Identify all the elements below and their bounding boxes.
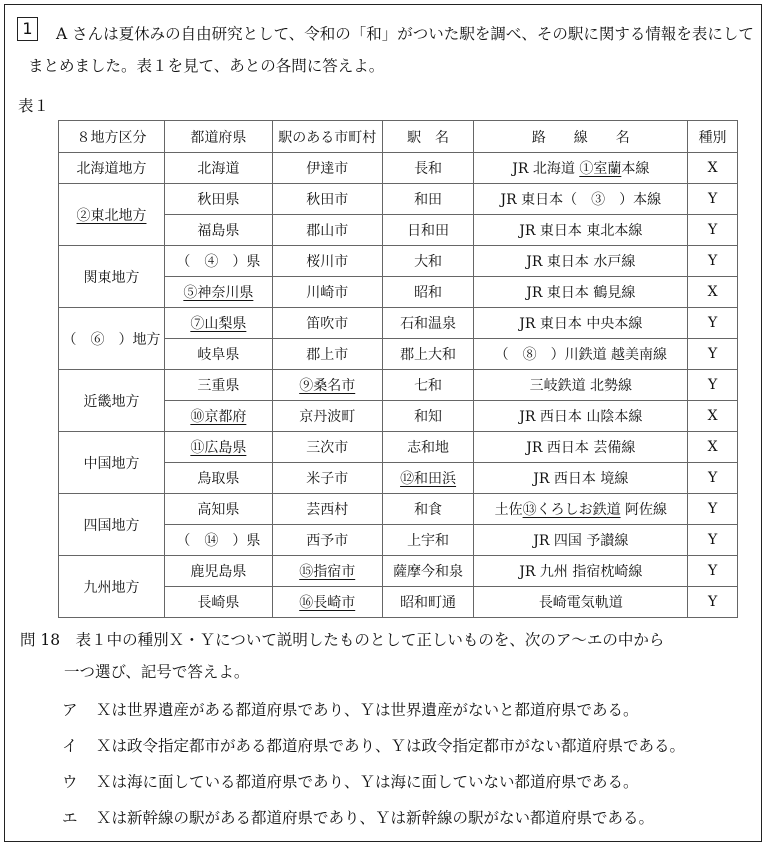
municipality-cell: [272, 153, 382, 184]
type: Y: [707, 191, 718, 207]
question-18: [20, 624, 664, 688]
table-row: [59, 308, 738, 339]
header-line: 路 線 名: [474, 121, 688, 153]
station-name-cell: [382, 525, 474, 556]
type-cell: [688, 277, 738, 308]
prefecture: 岐阜県: [197, 347, 240, 363]
type: Y: [707, 594, 718, 610]
type: Y: [707, 501, 718, 517]
prefecture-cell: [164, 215, 272, 246]
question-18-stem: 表１中の種別Ｘ・Ｙについて説明したものとして正しいものを、次のア～エの中から: [75, 631, 665, 649]
prefecture-cell: [164, 153, 272, 184]
type: Y: [707, 346, 718, 362]
prefecture-cell: [164, 246, 272, 277]
station-name: 大和: [414, 254, 443, 270]
line-name-pre: JR 四国 予讃線: [533, 533, 629, 549]
municipality: 伊達市: [306, 161, 349, 177]
line-cell: [474, 153, 688, 184]
type-cell: [688, 463, 738, 494]
prefecture-cell: [164, 494, 272, 525]
region-name: 近畿地方: [83, 393, 140, 410]
line-cell: [474, 432, 688, 463]
line-name-pre: JR 西日本 境線: [533, 471, 629, 487]
line-cell: [474, 184, 688, 215]
prefecture: （ ⑭ ）県: [176, 533, 261, 549]
line-name-pre: JR 西日本 山陰本線: [519, 409, 643, 425]
prefecture-cell: [164, 556, 272, 587]
line-cell: [474, 339, 688, 370]
option-u[interactable]: ウ Ｘは海に面している都道府県であり、Ｙは海に面していない都道府県である。: [62, 773, 639, 791]
type-cell: [688, 556, 738, 587]
question-18-label: 問 18: [20, 631, 61, 649]
type: Y: [707, 315, 718, 331]
header-municipality: 駅のある市町村: [272, 121, 382, 153]
municipality-cell: [272, 370, 382, 401]
station-name-cell: [382, 246, 474, 277]
municipality-cell: [272, 432, 382, 463]
station-name-cell: [382, 401, 474, 432]
station-name: 薩摩今和泉: [393, 564, 464, 580]
table-header-row: [59, 121, 738, 153]
table-row: [59, 246, 738, 277]
type-cell: [688, 153, 738, 184]
type-cell: [688, 432, 738, 463]
prefecture: 三重県: [197, 378, 240, 394]
region-cell: [59, 153, 165, 184]
municipality: 芸西村: [306, 502, 349, 518]
type: X: [707, 284, 718, 300]
line-cell: [474, 215, 688, 246]
station-name: 和田: [414, 192, 443, 208]
line-name-pre: JR 東日本（ ③ ）本線: [500, 192, 662, 208]
station-name: 昭和町通: [400, 595, 457, 611]
municipality: ⑯長崎市: [299, 595, 356, 611]
region-name: 九州地方: [83, 579, 140, 596]
station-name-cell: [382, 277, 474, 308]
region-cell: [59, 308, 165, 370]
line-name-underlined: ①室蘭: [579, 161, 622, 177]
line-cell: [474, 370, 688, 401]
prefecture: ⑤神奈川県: [183, 285, 254, 301]
type-cell: [688, 525, 738, 556]
municipality: 笛吹市: [306, 316, 349, 332]
municipality: 西予市: [306, 533, 349, 549]
type-cell: [688, 246, 738, 277]
line-cell: [474, 556, 688, 587]
station-name-cell: [382, 463, 474, 494]
station-name: 志和地: [407, 440, 450, 456]
region-cell: [59, 246, 165, 308]
type-cell: [688, 339, 738, 370]
station-name: 日和田: [407, 223, 450, 239]
municipality: ⑨桑名市: [299, 378, 356, 394]
line-name-pre: （ ⑧ ）川鉄道 越美南線: [494, 347, 668, 363]
region-name: 四国地方: [83, 517, 140, 534]
region-name: 北海道地方: [76, 161, 147, 177]
prefecture: 高知県: [197, 502, 240, 518]
station-name-cell: [382, 215, 474, 246]
prefecture-cell: [164, 432, 272, 463]
type-cell: [688, 494, 738, 525]
line-cell: [474, 494, 688, 525]
type: Y: [707, 253, 718, 269]
type: Y: [707, 222, 718, 238]
municipality-cell: [272, 184, 382, 215]
municipality: 三次市: [306, 440, 349, 456]
region-name: 中国地方: [83, 455, 140, 472]
type: Y: [707, 377, 718, 393]
municipality-cell: [272, 463, 382, 494]
line-cell: [474, 308, 688, 339]
prefecture-cell: [164, 308, 272, 339]
problem-number: 1: [17, 17, 38, 41]
table-row: [59, 494, 738, 525]
line-name-post: 本線: [621, 161, 650, 177]
line-cell: [474, 246, 688, 277]
line-cell: [474, 525, 688, 556]
line-name-pre: 土佐: [494, 502, 523, 518]
line-cell: [474, 587, 688, 618]
municipality-cell: [272, 308, 382, 339]
municipality: 郡上市: [306, 347, 349, 363]
municipality-cell: [272, 494, 382, 525]
type-cell: [688, 184, 738, 215]
type-cell: [688, 401, 738, 432]
station-name: ⑫和田浜: [400, 471, 457, 487]
station-name: 石和温泉: [400, 316, 457, 332]
prefecture-cell: [164, 277, 272, 308]
station-name-cell: [382, 184, 474, 215]
header-type: 種別: [688, 121, 738, 153]
station-name: 和知: [414, 409, 443, 425]
prefecture-cell: [164, 401, 272, 432]
type: Y: [707, 470, 718, 486]
municipality: 桜川市: [306, 254, 349, 270]
prefecture: 福島県: [197, 223, 240, 239]
type-cell: [688, 215, 738, 246]
municipality-cell: [272, 401, 382, 432]
line-name-pre: 長崎電気軌道: [538, 595, 623, 611]
region-name: ②東北地方: [76, 207, 147, 224]
station-name: 和食: [414, 502, 443, 518]
table-row: [59, 432, 738, 463]
prefecture: 秋田県: [197, 192, 240, 208]
type: X: [707, 439, 718, 455]
line-cell: [474, 277, 688, 308]
line-name-pre: JR 西日本 芸備線: [526, 440, 636, 456]
region-cell: [59, 432, 165, 494]
type-cell: [688, 308, 738, 339]
prefecture-cell: [164, 370, 272, 401]
line-name-pre: JR 北海道: [512, 161, 580, 177]
type: X: [707, 408, 718, 424]
line-name-pre: JR 東日本 中央本線: [519, 316, 643, 332]
municipality-cell: [272, 246, 382, 277]
station-name-cell: [382, 153, 474, 184]
table-row: [59, 184, 738, 215]
municipality: ⑮指宿市: [299, 564, 356, 580]
line-name-pre: JR 東日本 東北本線: [519, 223, 643, 239]
region-cell: [59, 370, 165, 432]
header-prefecture: 都道府県: [164, 121, 272, 153]
station-name-cell: [382, 339, 474, 370]
prefecture: ⑩京都府: [190, 409, 247, 425]
line-name-pre: 三岐鉄道 北勢線: [529, 378, 633, 394]
line-name-pre: JR 東日本 水戸線: [526, 254, 636, 270]
municipality-cell: [272, 556, 382, 587]
table-caption: 表１: [18, 97, 50, 115]
station-name-cell: [382, 556, 474, 587]
prefecture: 長崎県: [197, 595, 240, 611]
municipality-cell: [272, 215, 382, 246]
municipality: 川崎市: [306, 285, 349, 301]
station-name: 上宇和: [407, 533, 450, 549]
municipality: 米子市: [306, 471, 349, 487]
line-cell: [474, 401, 688, 432]
prefecture-cell: [164, 525, 272, 556]
option-e[interactable]: エ Ｘは新幹線の駅がある都道府県であり、Ｙは新幹線の駅がない都道府県である。: [62, 809, 655, 827]
type: Y: [707, 563, 718, 579]
station-name-cell: [382, 308, 474, 339]
station-name: 昭和: [414, 285, 443, 301]
table-row: [59, 370, 738, 401]
prefecture: ⑦山梨県: [190, 316, 247, 332]
station-name: 七和: [414, 378, 443, 394]
prefecture: （ ④ ）県: [176, 254, 261, 270]
prefecture: 鹿児島県: [190, 564, 247, 580]
type-cell: [688, 587, 738, 618]
municipality: 郡山市: [306, 223, 349, 239]
prefecture-cell: [164, 339, 272, 370]
table-row: [59, 556, 738, 587]
line-name-pre: JR 東日本 鶴見線: [526, 285, 636, 301]
municipality-cell: [272, 587, 382, 618]
station-name-cell: [382, 432, 474, 463]
answer-options: [62, 692, 685, 836]
prefecture: ⑪広島県: [190, 440, 247, 456]
line-cell: [474, 463, 688, 494]
region-name: （ ⑥ ）地方: [62, 331, 161, 348]
header-station: 駅 名: [382, 121, 474, 153]
region-cell: [59, 184, 165, 246]
municipality-cell: [272, 525, 382, 556]
station-name-cell: [382, 494, 474, 525]
table-row: [59, 153, 738, 184]
type-cell: [688, 370, 738, 401]
prefecture-cell: [164, 463, 272, 494]
option-i[interactable]: イ Ｘは政令指定都市がある都道府県であり、Ｙは政令指定都市がない都道府県である。: [62, 737, 686, 755]
region-cell: [59, 494, 165, 556]
region-cell: [59, 556, 165, 618]
table-body: [59, 153, 738, 618]
line-name-pre: JR 九州 指宿枕崎線: [519, 564, 643, 580]
municipality: 秋田市: [306, 192, 349, 208]
station-name-cell: [382, 587, 474, 618]
type: X: [707, 160, 718, 176]
station-table: [58, 120, 738, 618]
line-name-post: 阿佐線: [620, 502, 668, 518]
region-name: 関東地方: [83, 269, 140, 286]
prefecture-cell: [164, 587, 272, 618]
option-a[interactable]: ア Ｘは世界遺産がある都道府県であり、Ｙは世界遺産がないと都道府県である。: [62, 701, 639, 719]
problem-intro: A さんは夏休みの自由研究として、令和の「和」がついた駅を調べ、その駅に関する情報を表にしてまとめました。表１を見て、あとの各問に答えよ。: [28, 25, 754, 75]
prefecture: 鳥取県: [197, 471, 240, 487]
station-name: 郡上大和: [400, 347, 457, 363]
municipality-cell: [272, 339, 382, 370]
municipality-cell: [272, 277, 382, 308]
question-18-stem-cont: 一つ選び、記号で答えよ。: [64, 663, 250, 681]
type: Y: [707, 532, 718, 548]
prefecture-cell: [164, 184, 272, 215]
line-name-underlined: ⑬くろしお鉄道: [522, 502, 621, 518]
prefecture: 北海道: [197, 161, 240, 177]
station-name: 長和: [414, 161, 443, 177]
municipality: 京丹波町: [299, 409, 356, 425]
station-name-cell: [382, 370, 474, 401]
header-region: ８地方区分: [59, 121, 165, 153]
